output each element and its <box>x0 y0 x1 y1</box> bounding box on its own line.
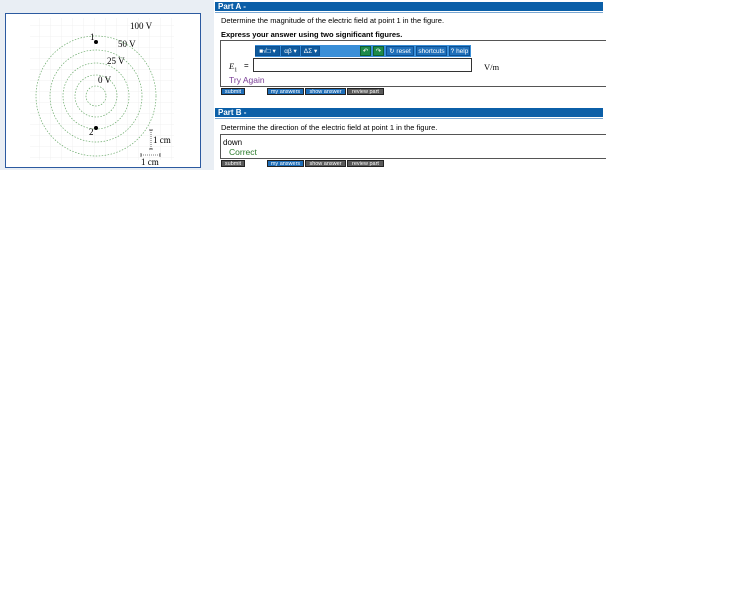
undo-icon[interactable]: ↶ <box>360 46 371 56</box>
part-a-my-answers-button[interactable]: my answers <box>267 88 304 95</box>
symbols-button[interactable]: ΔΣ ▾ <box>301 46 320 56</box>
redo-icon[interactable]: ↷ <box>373 46 384 56</box>
part-b-my-answers-button[interactable]: my answers <box>267 160 304 167</box>
part-b-selected-answer: down <box>223 138 243 147</box>
templates-menu-button[interactable]: ■√□ ▾ <box>255 46 280 56</box>
reset-icon: ↻ <box>389 48 395 55</box>
help-button[interactable]: ? help <box>450 48 469 55</box>
scale-vertical-label: 1 cm <box>153 135 171 145</box>
reset-button[interactable]: ↻ reset <box>386 46 414 56</box>
part-b-answer-area <box>220 134 606 159</box>
answer-variable-label: $E_1$ <box>229 61 238 74</box>
part-a-instruction: Express your answer using two significant figures. <box>221 30 403 39</box>
equipotential-diagram <box>6 14 202 169</box>
greek-letters-button[interactable]: αβ ▾ <box>281 46 300 56</box>
part-b-submit-button[interactable]: submit <box>221 160 245 167</box>
help-icon: ? <box>450 48 455 55</box>
label-0v: 0 V <box>98 75 112 85</box>
part-b-prompt: Determine the direction of the electric field at point 1 in the figure. <box>221 123 438 132</box>
part-a-prompt: Determine the magnitude of the electric field at point 1 in the figure. <box>221 16 445 25</box>
label-25v: 25 V <box>107 56 125 66</box>
point-1-marker <box>94 40 98 44</box>
equation-toolbar <box>255 45 471 57</box>
part-a-review-part-button[interactable]: review part <box>347 88 384 95</box>
part-b-review-part-button[interactable]: review part <box>347 160 384 167</box>
shortcuts-button[interactable]: shortcuts <box>416 46 447 56</box>
label-100v: 100 V <box>130 21 153 31</box>
part-b-header: Part B - <box>215 108 603 117</box>
part-a-show-answer-button[interactable]: show answer <box>305 88 346 95</box>
point-1-label: 1 <box>90 32 95 42</box>
label-50v: 50 V <box>118 39 136 49</box>
part-a-submit-button[interactable]: submit <box>221 88 245 95</box>
equipotential-figure <box>5 13 201 168</box>
part-a-header: Part A - <box>215 2 603 11</box>
scale-horizontal-label: 1 cm <box>141 157 159 167</box>
equals-sign: = <box>244 61 249 70</box>
point-2-label: 2 <box>89 127 94 137</box>
answer-unit: V/m <box>484 62 500 72</box>
point-2-marker <box>94 126 98 130</box>
feedback-try-again: Try Again <box>229 75 265 85</box>
feedback-correct: Correct <box>229 147 257 157</box>
answer-input[interactable] <box>253 58 472 72</box>
part-b-show-answer-button[interactable]: show answer <box>305 160 346 167</box>
